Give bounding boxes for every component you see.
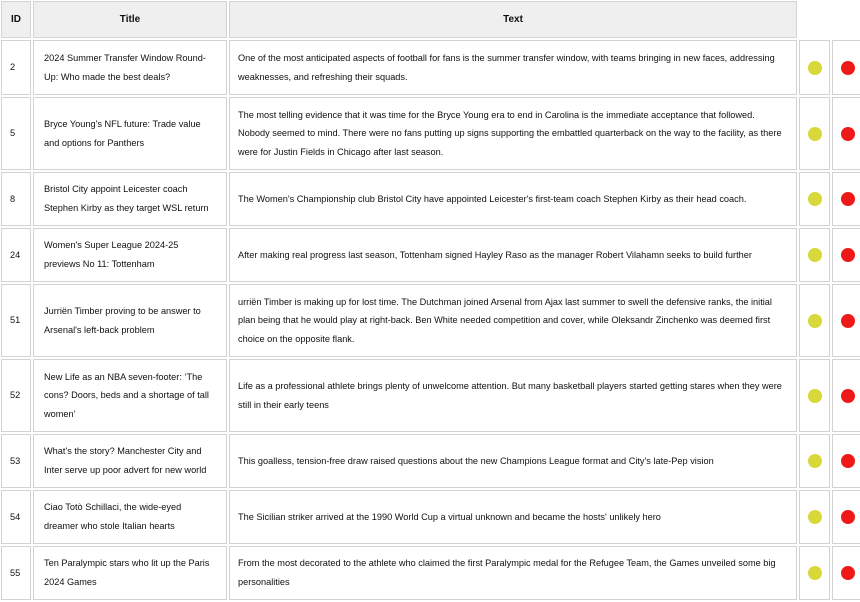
yellow-dot-button[interactable] [808, 510, 822, 524]
yellow-dot-button[interactable] [808, 192, 822, 206]
row-id: 55 [1, 546, 31, 600]
approve-cell [799, 97, 830, 170]
row-title: Women's Super League 2024-25 previews No 11: Tottenham [33, 228, 227, 282]
row-title: Jurriën Timber proving to be answer to Arsenal's left-back problem [33, 284, 227, 357]
row-text: Life as a professional athlete brings plenty of unwelcome attention. But many basketball players started getting stares when they were still in their early teens [229, 359, 797, 432]
table-row [1, 490, 860, 544]
approve-cell [799, 434, 830, 488]
red-dot-button[interactable] [841, 314, 855, 328]
row-id: 53 [1, 434, 31, 488]
reject-cell [832, 434, 860, 488]
approve-cell [799, 40, 830, 95]
row-id: 52 [1, 359, 31, 432]
approve-cell [799, 284, 830, 357]
red-dot-button[interactable] [841, 127, 855, 141]
red-dot-button[interactable] [841, 248, 855, 262]
approve-cell [799, 490, 830, 544]
reject-cell [832, 97, 860, 170]
table-row [1, 172, 860, 226]
yellow-dot-button[interactable] [808, 248, 822, 262]
reject-cell [832, 172, 860, 226]
red-dot-button[interactable] [841, 192, 855, 206]
row-text: urriën Timber is making up for lost time. The Dutchman joined Arsenal from Ajax last summer to swell the defensive ranks, the initial plan being that he would play at right-back. Ben White needed competition and cover, while Oleksandr Zinchenko was deemed first choice on the opposite flank. [229, 284, 797, 357]
row-text: The Sicilian striker arrived at the 1990 World Cup a virtual unknown and became the hosts' unlikely hero [229, 490, 797, 544]
row-text: The most telling evidence that it was time for the Bryce Young era to end in Carolina is the immediate acceptance that followed. Nobody seemed to mind. There were no fans putting up signs supporting the embattled quarterback on the way to the facility, as there were for Justin Fields in Chicago after last season. [229, 97, 797, 170]
row-title: Bryce Young's NFL future: Trade value and options for Panthers [33, 97, 227, 170]
red-dot-button[interactable] [841, 389, 855, 403]
approve-cell [799, 546, 830, 600]
table-row [1, 97, 860, 170]
table-row [1, 284, 860, 357]
red-dot-button[interactable] [841, 61, 855, 75]
row-title: Ten Paralympic stars who lit up the Paris 2024 Games [33, 546, 227, 600]
row-title: 2024 Summer Transfer Window Round-Up: Who made the best deals? [33, 40, 227, 95]
row-title: What's the story? Manchester City and Inter serve up poor advert for new world [33, 434, 227, 488]
table-row [1, 434, 860, 488]
row-id: 5 [1, 97, 31, 170]
row-text: After making real progress last season, Tottenham signed Hayley Raso as the manager Robert Vilahamn seeks to build further [229, 228, 797, 282]
reject-cell [832, 359, 860, 432]
approve-cell [799, 228, 830, 282]
table-row [1, 359, 860, 432]
row-text: The Women's Championship club Bristol City have appointed Leicester's first-team coach Stephen Kirby as their head coach. [229, 172, 797, 226]
yellow-dot-button[interactable] [808, 314, 822, 328]
header-title: Title [33, 1, 227, 38]
header-row [1, 1, 860, 38]
row-id: 24 [1, 228, 31, 282]
row-id: 51 [1, 284, 31, 357]
red-dot-button[interactable] [841, 566, 855, 580]
row-title: New Life as an NBA seven-footer: ‘The cons? Doors, beds and a shortage of tall women’ [33, 359, 227, 432]
yellow-dot-button[interactable] [808, 127, 822, 141]
approve-cell [799, 359, 830, 432]
header-text: Text [229, 1, 797, 38]
red-dot-button[interactable] [841, 510, 855, 524]
reject-cell [832, 546, 860, 600]
yellow-dot-button[interactable] [808, 454, 822, 468]
reject-cell [832, 228, 860, 282]
yellow-dot-button[interactable] [808, 566, 822, 580]
header-id: ID [1, 1, 31, 38]
yellow-dot-button[interactable] [808, 61, 822, 75]
row-text: This goalless, tension-free draw raised questions about the new Champions League format and City's late-Pep vision [229, 434, 797, 488]
red-dot-button[interactable] [841, 454, 855, 468]
row-id: 8 [1, 172, 31, 226]
yellow-dot-button[interactable] [808, 389, 822, 403]
table-row [1, 546, 860, 600]
row-text: One of the most anticipated aspects of football for fans is the summer transfer window, with teams bringing in new faces, addressing weaknesses, and refreshing their squads. [229, 40, 797, 95]
reject-cell [832, 40, 860, 95]
header-spacer [799, 1, 830, 38]
header-spacer [832, 1, 860, 38]
row-id: 54 [1, 490, 31, 544]
table-row [1, 228, 860, 282]
reject-cell [832, 284, 860, 357]
row-text: From the most decorated to the athlete who claimed the first Paralympic medal for the Refugee Team, the Games unveiled some big personalities [229, 546, 797, 600]
approve-cell [799, 172, 830, 226]
row-id: 2 [1, 40, 31, 95]
row-title: Ciao Totò Schillaci, the wide-eyed dreamer who stole Italian hearts [33, 490, 227, 544]
reject-cell [832, 490, 860, 544]
table-row [1, 40, 860, 95]
row-title: Bristol City appoint Leicester coach Stephen Kirby as they target WSL return [33, 172, 227, 226]
